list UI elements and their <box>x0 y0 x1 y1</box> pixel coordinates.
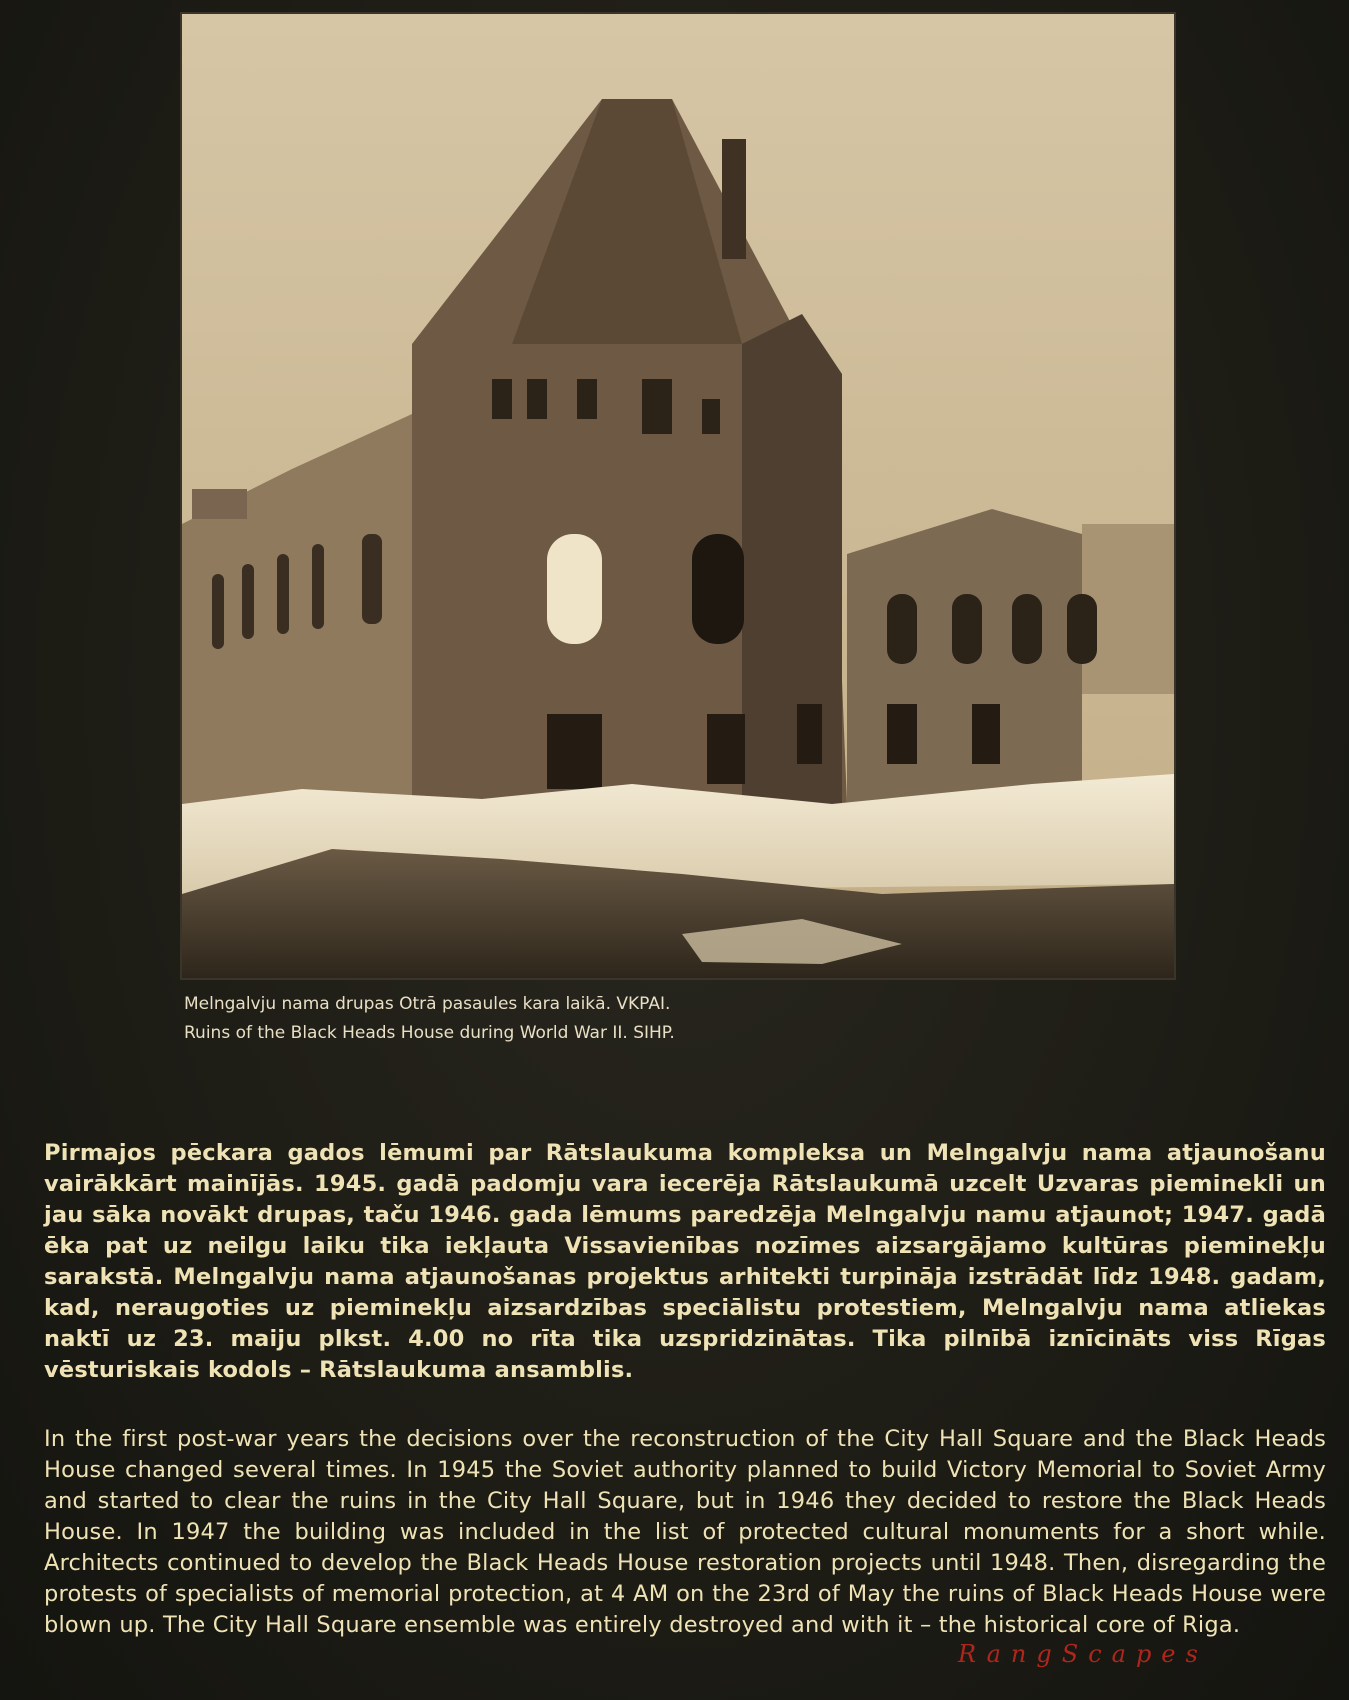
ruins-photo <box>182 14 1174 978</box>
latvian-paragraph: Pirmajos pēckara gados lēmumi par Rātslaukuma kompleksa un Melngalvju nama atjaunošanu vairākkārt mainījās. 1945. gadā padomju vara iecerēja Rātslaukumā uzcelt Uzvaras pieminekli un jau sāka novākt drupas, taču 1946. gada lēmums paredzēja Melngalvju namu atjaunot; 1947. gadā ēka pat uz neilgu laiku tika iekļauta Vissavienības nozīmes aizsargājamo kultūras pieminekļu sarakstā. Melngalvju nama atjaunošanas projektus arhitekti turpināja izstrādāt līdz 1948. gadam, kad, neraugoties uz pieminekļu aizsardzības speciālistu protestiem, Melngalvju nama atliekas naktī uz 23. maiju plkst. 4.00 no rīta tika uzspridzinātas. Tika pilnībā iznīcināts viss Rīgas vēsturiskais kodols – Rātslaukuma ansamblis. <box>44 1140 1326 1383</box>
caption-latvian: Melngalvju nama drupas Otrā pasaules kara laikā. VKPAI. <box>184 994 671 1014</box>
photographer-watermark: RangScapes <box>958 1640 1208 1668</box>
photo-caption <box>184 990 1084 1048</box>
ruined-building-photo <box>182 14 1174 978</box>
caption-english: Ruins of the Black Heads House during World War II. SIHP. <box>184 1023 675 1043</box>
english-paragraph: In the first post-war years the decisions over the reconstruction of the City Hall Square and the Black Heads House changed several times. In 1945 the Soviet authority planned to build Victory Memorial to Soviet Army and started to clear the ruins in the City Hall Square, but in 1946 they decided to restore the Black Heads House. In 1947 the building was included in the list of protected cultural monuments for a short while. Architects continued to develop the Black Heads House restoration projects until 1948. Then, disregarding the protests of specialists of memorial protection, at 4 AM on the 23rd of May the ruins of Black Heads House were blown up. The City Hall Square ensemble was entirely destroyed and with it – the historical core of Riga. <box>44 1426 1326 1638</box>
